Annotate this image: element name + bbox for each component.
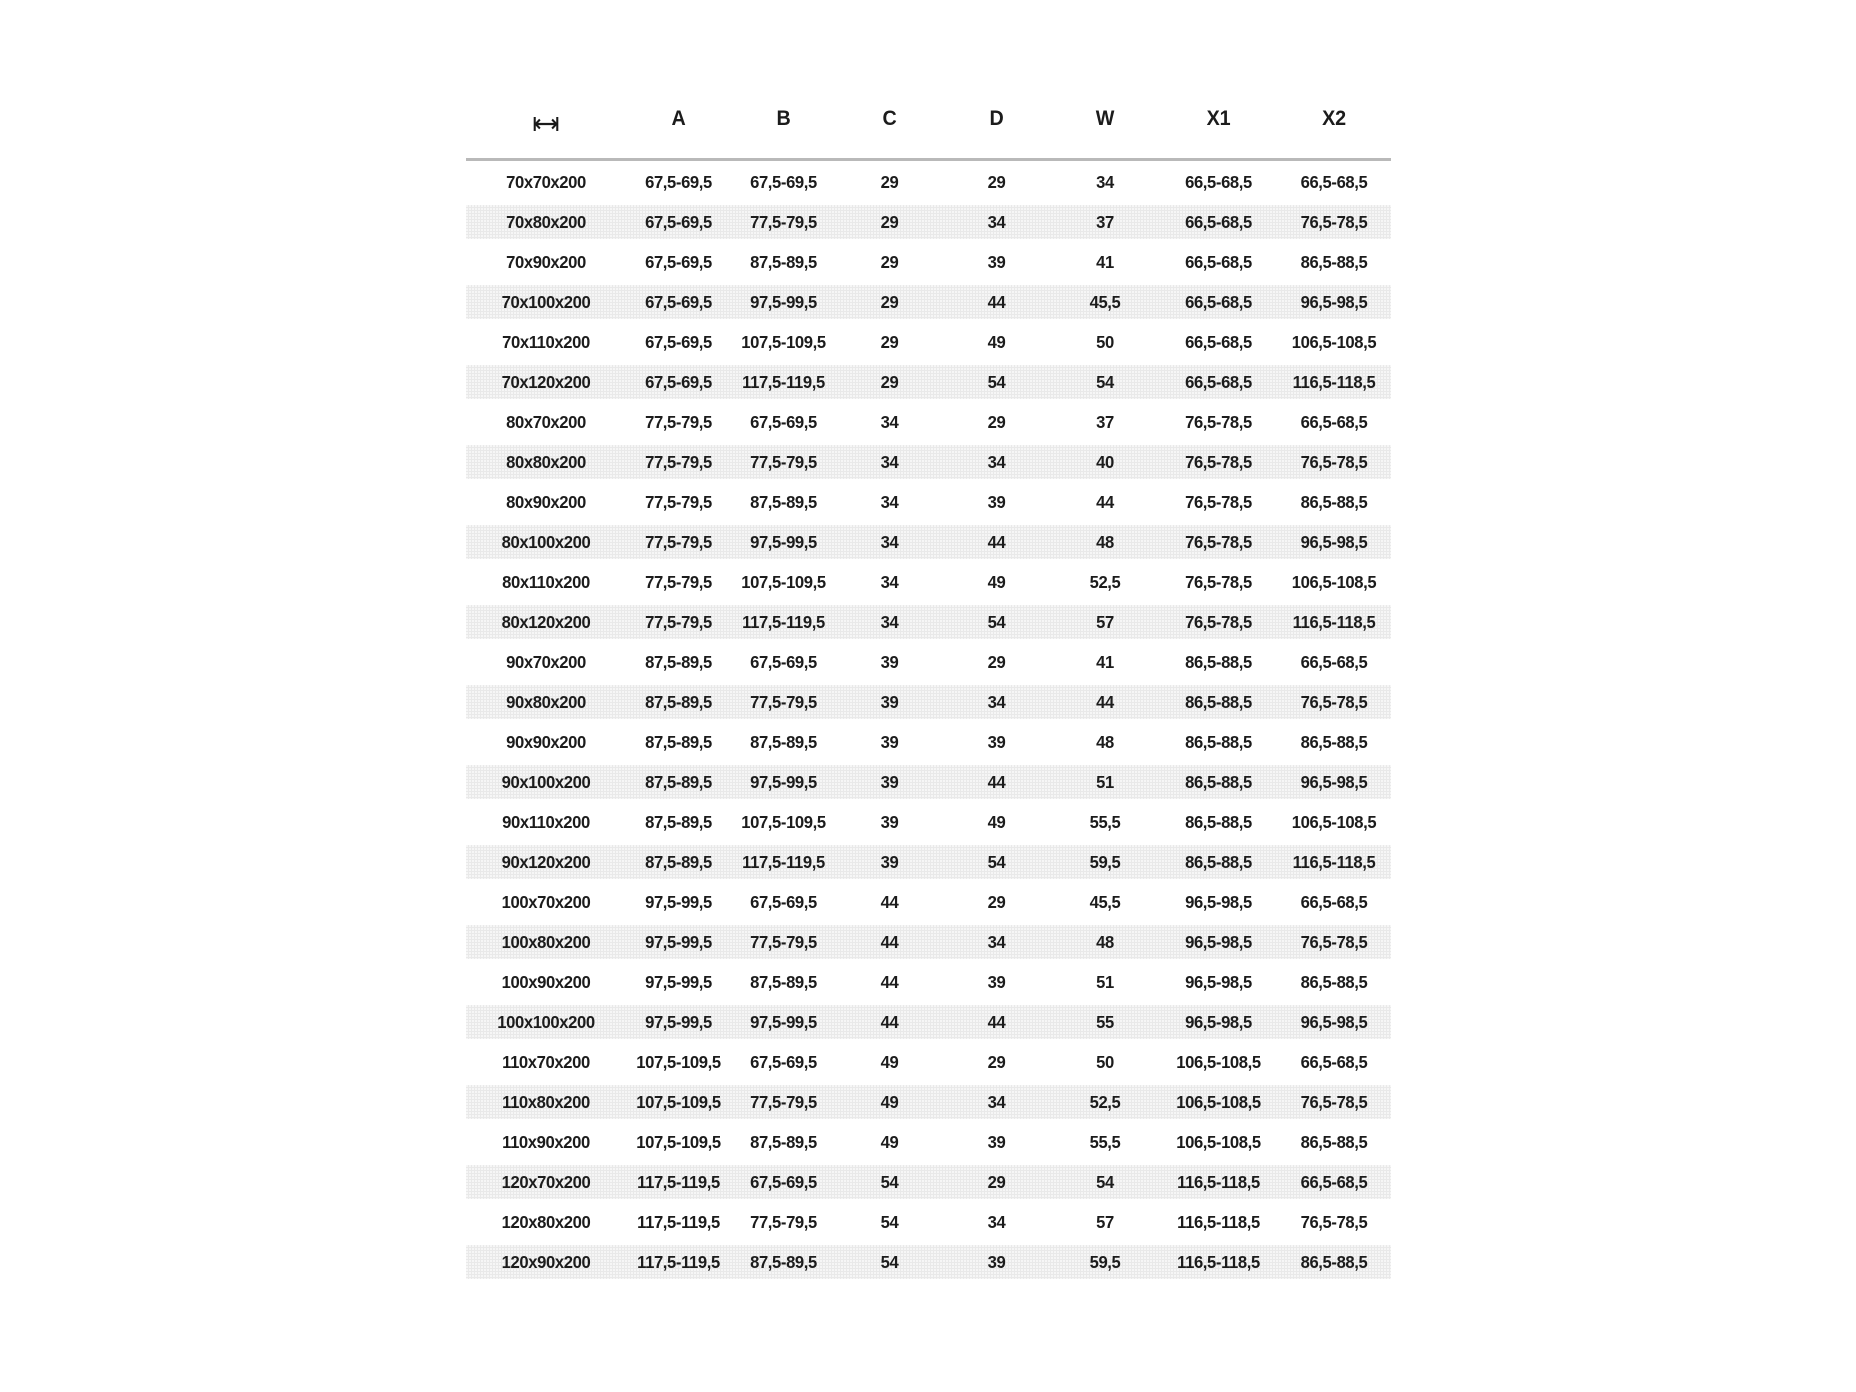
column-header-a: A: [671, 107, 686, 130]
value-cell-c: 29: [880, 291, 899, 312]
column-header-w: W: [1095, 107, 1115, 130]
value-cell-w: 59,5: [1089, 1251, 1121, 1272]
value-cell-w: 41: [1096, 251, 1114, 272]
value-cell-c: 34: [880, 531, 899, 552]
table-row: [466, 285, 1391, 319]
value-cell-a: 67,5-69,5: [645, 291, 712, 312]
value-cell-a: 77,5-79,5: [645, 411, 712, 432]
size-cell: 100x70x200: [501, 891, 591, 912]
value-cell-c: 39: [880, 771, 899, 792]
value-cell-a: 77,5-79,5: [645, 611, 712, 632]
value-cell-a: 117,5-119,5: [637, 1211, 720, 1232]
value-cell-c: 44: [880, 1011, 899, 1032]
value-cell-x2: 66,5-68,5: [1300, 651, 1368, 672]
size-cell: 90x70x200: [506, 651, 586, 672]
value-cell-c: 29: [880, 371, 899, 392]
value-cell-d: 54: [987, 851, 1006, 872]
value-cell-w: 48: [1096, 931, 1114, 952]
value-cell-d: 44: [987, 1011, 1006, 1032]
size-cell: 100x90x200: [501, 971, 591, 992]
value-cell-a: 97,5-99,5: [645, 891, 712, 912]
value-cell-x2: 76,5-78,5: [1300, 1091, 1368, 1112]
table-row: [466, 725, 1391, 759]
value-cell-x1: 76,5-78,5: [1185, 451, 1252, 472]
value-cell-b: 67,5-69,5: [750, 171, 817, 192]
value-cell-x1: 86,5-88,5: [1185, 731, 1252, 752]
value-cell-a: 67,5-69,5: [645, 211, 712, 232]
value-cell-x1: 116,5-118,5: [1177, 1211, 1260, 1232]
value-cell-a: 87,5-89,5: [645, 811, 712, 832]
table-row: [466, 605, 1391, 639]
value-cell-b: 77,5-79,5: [750, 1091, 817, 1112]
value-cell-x2: 116,5-118,5: [1292, 851, 1376, 872]
value-cell-b: 87,5-89,5: [750, 251, 817, 272]
table-row: [466, 405, 1391, 439]
size-cell: 100x80x200: [501, 931, 591, 952]
value-cell-b: 87,5-89,5: [750, 731, 817, 752]
value-cell-b: 97,5-99,5: [750, 771, 817, 792]
table-row: [466, 1205, 1391, 1239]
value-cell-w: 55,5: [1089, 811, 1121, 832]
table-row: [466, 645, 1391, 679]
size-cell: 80x70x200: [506, 411, 586, 432]
table-row: [466, 885, 1391, 919]
size-cell: 110x80x200: [502, 1091, 590, 1112]
value-cell-c: 34: [880, 411, 899, 432]
table-row: [466, 245, 1391, 279]
value-cell-w: 51: [1096, 971, 1114, 992]
value-cell-x2: 66,5-68,5: [1300, 891, 1368, 912]
value-cell-a: 117,5-119,5: [637, 1251, 720, 1272]
value-cell-b: 97,5-99,5: [750, 531, 817, 552]
table-row: [466, 365, 1391, 399]
value-cell-x2: 76,5-78,5: [1300, 1211, 1368, 1232]
size-cell: 90x110x200: [502, 811, 590, 832]
value-cell-d: 34: [987, 211, 1006, 232]
size-cell: 120x90x200: [501, 1251, 591, 1272]
value-cell-x2: 76,5-78,5: [1300, 211, 1368, 232]
size-cell: 80x110x200: [502, 571, 590, 592]
table-row: [466, 685, 1391, 719]
value-cell-d: 39: [987, 731, 1006, 752]
size-cell: 80x80x200: [506, 451, 586, 472]
value-cell-w: 54: [1096, 371, 1114, 392]
value-cell-b: 77,5-79,5: [750, 1211, 817, 1232]
value-cell-x2: 66,5-68,5: [1300, 171, 1368, 192]
value-cell-d: 39: [987, 1251, 1006, 1272]
table-row: [466, 765, 1391, 799]
value-cell-w: 45,5: [1089, 891, 1121, 912]
value-cell-c: 44: [880, 971, 899, 992]
value-cell-w: 55,5: [1089, 1131, 1121, 1152]
table-row: [466, 565, 1391, 599]
value-cell-c: 39: [880, 851, 899, 872]
value-cell-d: 54: [987, 611, 1006, 632]
value-cell-b: 117,5-119,5: [742, 851, 825, 872]
value-cell-c: 34: [880, 491, 899, 512]
value-cell-x2: 76,5-78,5: [1300, 931, 1368, 952]
value-cell-x2: 116,5-118,5: [1292, 371, 1376, 392]
column-header-b: B: [776, 107, 791, 130]
value-cell-a: 77,5-79,5: [645, 451, 712, 472]
value-cell-x1: 96,5-98,5: [1185, 1011, 1252, 1032]
value-cell-w: 50: [1096, 1051, 1114, 1072]
value-cell-c: 44: [880, 931, 899, 952]
value-cell-c: 54: [880, 1171, 899, 1192]
value-cell-b: 97,5-99,5: [750, 1011, 817, 1032]
value-cell-w: 48: [1096, 531, 1114, 552]
table-row: [466, 925, 1391, 959]
value-cell-x2: 96,5-98,5: [1300, 531, 1368, 552]
value-cell-a: 97,5-99,5: [645, 1011, 712, 1032]
value-cell-x2: 86,5-88,5: [1300, 1131, 1368, 1152]
value-cell-b: 67,5-69,5: [750, 1171, 817, 1192]
size-cell: 80x120x200: [501, 611, 591, 632]
value-cell-x2: 76,5-78,5: [1300, 691, 1368, 712]
value-cell-x2: 86,5-88,5: [1300, 1251, 1368, 1272]
table-row: [466, 525, 1391, 559]
value-cell-x2: 66,5-68,5: [1300, 1171, 1368, 1192]
value-cell-d: 29: [987, 411, 1006, 432]
value-cell-x2: 76,5-78,5: [1300, 451, 1368, 472]
value-cell-a: 107,5-109,5: [636, 1131, 721, 1152]
size-cell: 90x80x200: [506, 691, 586, 712]
value-cell-x1: 66,5-68,5: [1185, 171, 1252, 192]
value-cell-c: 44: [880, 891, 899, 912]
value-cell-x2: 66,5-68,5: [1300, 411, 1368, 432]
table-row: [466, 205, 1391, 239]
value-cell-a: 97,5-99,5: [645, 931, 712, 952]
value-cell-b: 87,5-89,5: [750, 1131, 817, 1152]
column-header-x1: X1: [1206, 107, 1231, 130]
value-cell-c: 39: [880, 731, 899, 752]
value-cell-d: 39: [987, 491, 1006, 512]
size-column-header: [471, 99, 621, 139]
value-cell-d: 29: [987, 1171, 1006, 1192]
value-cell-d: 34: [987, 691, 1006, 712]
size-cell: 70x120x200: [501, 371, 591, 392]
value-cell-w: 37: [1096, 411, 1114, 432]
table-row: [466, 445, 1391, 479]
value-cell-d: 29: [987, 171, 1006, 192]
table-row: [466, 805, 1391, 839]
value-cell-x2: 96,5-98,5: [1300, 291, 1368, 312]
table-row: [466, 965, 1391, 999]
value-cell-x2: 86,5-88,5: [1300, 251, 1368, 272]
value-cell-b: 77,5-79,5: [750, 931, 817, 952]
value-cell-x2: 86,5-88,5: [1300, 971, 1368, 992]
value-cell-w: 51: [1096, 771, 1114, 792]
value-cell-b: 107,5-109,5: [741, 331, 826, 352]
width-dimension-icon: [531, 107, 561, 130]
value-cell-x1: 76,5-78,5: [1185, 571, 1252, 592]
value-cell-d: 39: [987, 971, 1006, 992]
value-cell-x1: 86,5-88,5: [1185, 811, 1252, 832]
value-cell-x1: 66,5-68,5: [1185, 331, 1252, 352]
value-cell-a: 107,5-109,5: [636, 1051, 721, 1072]
value-cell-a: 87,5-89,5: [645, 771, 712, 792]
value-cell-x1: 76,5-78,5: [1185, 611, 1252, 632]
size-cell: 70x70x200: [506, 171, 586, 192]
value-cell-c: 34: [880, 571, 899, 592]
value-cell-a: 67,5-69,5: [645, 251, 712, 272]
value-cell-b: 117,5-119,5: [742, 371, 825, 392]
value-cell-d: 34: [987, 1211, 1006, 1232]
value-cell-b: 67,5-69,5: [750, 411, 817, 432]
value-cell-a: 97,5-99,5: [645, 971, 712, 992]
size-cell: 70x80x200: [506, 211, 586, 232]
value-cell-b: 67,5-69,5: [750, 1051, 817, 1072]
value-cell-x1: 66,5-68,5: [1185, 291, 1252, 312]
value-cell-d: 29: [987, 1051, 1006, 1072]
value-cell-d: 39: [987, 1131, 1006, 1152]
value-cell-w: 44: [1096, 491, 1114, 512]
table-header-row: [466, 99, 1391, 161]
value-cell-a: 87,5-89,5: [645, 691, 712, 712]
value-cell-x1: 76,5-78,5: [1185, 531, 1252, 552]
value-cell-a: 77,5-79,5: [645, 491, 712, 512]
value-cell-x2: 106,5-108,5: [1291, 331, 1377, 352]
value-cell-c: 39: [880, 651, 899, 672]
value-cell-x2: 116,5-118,5: [1292, 611, 1376, 632]
value-cell-w: 57: [1096, 611, 1114, 632]
value-cell-b: 87,5-89,5: [750, 1251, 817, 1272]
value-cell-c: 34: [880, 451, 899, 472]
value-cell-b: 77,5-79,5: [750, 691, 817, 712]
size-cell: 80x100x200: [501, 531, 591, 552]
table-row: [466, 1085, 1391, 1119]
value-cell-w: 50: [1096, 331, 1114, 352]
value-cell-x1: 66,5-68,5: [1185, 371, 1252, 392]
value-cell-b: 77,5-79,5: [750, 451, 817, 472]
value-cell-x1: 106,5-108,5: [1176, 1131, 1261, 1152]
value-cell-x1: 96,5-98,5: [1185, 931, 1252, 952]
value-cell-c: 29: [880, 211, 899, 232]
value-cell-w: 55: [1096, 1011, 1114, 1032]
value-cell-w: 52,5: [1089, 1091, 1121, 1112]
value-cell-w: 52,5: [1089, 571, 1121, 592]
table-row: [466, 1005, 1391, 1039]
value-cell-a: 117,5-119,5: [637, 1171, 720, 1192]
value-cell-a: 77,5-79,5: [645, 531, 712, 552]
value-cell-b: 117,5-119,5: [742, 611, 825, 632]
size-cell: 100x100x200: [497, 1011, 595, 1032]
value-cell-a: 77,5-79,5: [645, 571, 712, 592]
value-cell-d: 49: [987, 331, 1006, 352]
value-cell-w: 34: [1096, 171, 1114, 192]
value-cell-w: 40: [1096, 451, 1114, 472]
value-cell-x1: 86,5-88,5: [1185, 771, 1252, 792]
value-cell-a: 87,5-89,5: [645, 731, 712, 752]
table-row: [466, 1045, 1391, 1079]
value-cell-x1: 86,5-88,5: [1185, 691, 1252, 712]
value-cell-c: 54: [880, 1211, 899, 1232]
value-cell-b: 67,5-69,5: [750, 891, 817, 912]
value-cell-b: 87,5-89,5: [750, 971, 817, 992]
value-cell-b: 107,5-109,5: [741, 811, 826, 832]
value-cell-w: 41: [1096, 651, 1114, 672]
value-cell-w: 57: [1096, 1211, 1114, 1232]
size-cell: 110x90x200: [502, 1131, 590, 1152]
value-cell-x1: 96,5-98,5: [1185, 891, 1252, 912]
value-cell-w: 54: [1096, 1171, 1114, 1192]
value-cell-x2: 66,5-68,5: [1300, 1051, 1368, 1072]
value-cell-b: 77,5-79,5: [750, 211, 817, 232]
size-cell: 110x70x200: [502, 1051, 590, 1072]
value-cell-x1: 96,5-98,5: [1185, 971, 1252, 992]
table-row: [466, 165, 1391, 199]
value-cell-w: 48: [1096, 731, 1114, 752]
value-cell-x1: 106,5-108,5: [1176, 1091, 1261, 1112]
column-header-d: D: [989, 107, 1004, 130]
column-header-c: C: [882, 107, 897, 130]
value-cell-x1: 76,5-78,5: [1185, 411, 1252, 432]
value-cell-a: 67,5-69,5: [645, 331, 712, 352]
value-cell-b: 87,5-89,5: [750, 491, 817, 512]
table-row: [466, 1125, 1391, 1159]
value-cell-w: 37: [1096, 211, 1114, 232]
value-cell-c: 39: [880, 691, 899, 712]
size-cell: 80x90x200: [506, 491, 586, 512]
size-cell: 90x100x200: [501, 771, 591, 792]
size-cell: 90x120x200: [501, 851, 591, 872]
value-cell-d: 34: [987, 1091, 1006, 1112]
value-cell-w: 45,5: [1089, 291, 1121, 312]
value-cell-c: 49: [880, 1051, 899, 1072]
table-body: [466, 161, 1391, 1279]
size-cell: 70x100x200: [501, 291, 591, 312]
value-cell-x2: 86,5-88,5: [1300, 731, 1368, 752]
value-cell-x1: 66,5-68,5: [1185, 251, 1252, 272]
size-cell: 90x90x200: [506, 731, 586, 752]
value-cell-b: 67,5-69,5: [750, 651, 817, 672]
value-cell-x2: 96,5-98,5: [1300, 771, 1368, 792]
value-cell-x1: 116,5-118,5: [1177, 1251, 1260, 1272]
value-cell-d: 34: [987, 451, 1006, 472]
table-row: [466, 1165, 1391, 1199]
value-cell-x1: 86,5-88,5: [1185, 651, 1252, 672]
value-cell-x2: 86,5-88,5: [1300, 491, 1368, 512]
size-cell: 120x70x200: [501, 1171, 591, 1192]
value-cell-d: 29: [987, 891, 1006, 912]
table-row: [466, 1245, 1391, 1279]
size-cell: 70x90x200: [506, 251, 586, 272]
value-cell-c: 29: [880, 171, 899, 192]
value-cell-x1: 116,5-118,5: [1177, 1171, 1260, 1192]
value-cell-a: 107,5-109,5: [636, 1091, 721, 1112]
value-cell-d: 39: [987, 251, 1006, 272]
value-cell-d: 29: [987, 651, 1006, 672]
value-cell-c: 39: [880, 811, 899, 832]
value-cell-w: 44: [1096, 691, 1114, 712]
value-cell-d: 44: [987, 771, 1006, 792]
value-cell-d: 44: [987, 531, 1006, 552]
value-cell-x2: 106,5-108,5: [1291, 811, 1377, 832]
value-cell-d: 49: [987, 571, 1006, 592]
value-cell-x1: 66,5-68,5: [1185, 211, 1252, 232]
value-cell-c: 49: [880, 1091, 899, 1112]
size-cell: 70x110x200: [502, 331, 590, 352]
value-cell-a: 87,5-89,5: [645, 851, 712, 872]
table-row: [466, 485, 1391, 519]
value-cell-x2: 106,5-108,5: [1291, 571, 1377, 592]
value-cell-c: 34: [880, 611, 899, 632]
value-cell-x1: 106,5-108,5: [1176, 1051, 1261, 1072]
value-cell-a: 87,5-89,5: [645, 651, 712, 672]
value-cell-c: 29: [880, 331, 899, 352]
value-cell-a: 67,5-69,5: [645, 371, 712, 392]
table-row: [466, 325, 1391, 359]
value-cell-a: 67,5-69,5: [645, 171, 712, 192]
value-cell-c: 29: [880, 251, 899, 272]
value-cell-c: 54: [880, 1251, 899, 1272]
value-cell-x2: 96,5-98,5: [1300, 1011, 1368, 1032]
column-header-x2: X2: [1322, 107, 1346, 130]
value-cell-d: 44: [987, 291, 1006, 312]
value-cell-w: 59,5: [1089, 851, 1121, 872]
value-cell-d: 34: [987, 931, 1006, 952]
value-cell-x1: 86,5-88,5: [1185, 851, 1252, 872]
size-specification-table: [466, 99, 1391, 1285]
value-cell-c: 49: [880, 1131, 899, 1152]
value-cell-b: 97,5-99,5: [750, 291, 817, 312]
table-row: [466, 845, 1391, 879]
value-cell-b: 107,5-109,5: [741, 571, 826, 592]
size-cell: 120x80x200: [501, 1211, 591, 1232]
value-cell-x1: 76,5-78,5: [1185, 491, 1252, 512]
value-cell-d: 54: [987, 371, 1006, 392]
value-cell-d: 49: [987, 811, 1006, 832]
